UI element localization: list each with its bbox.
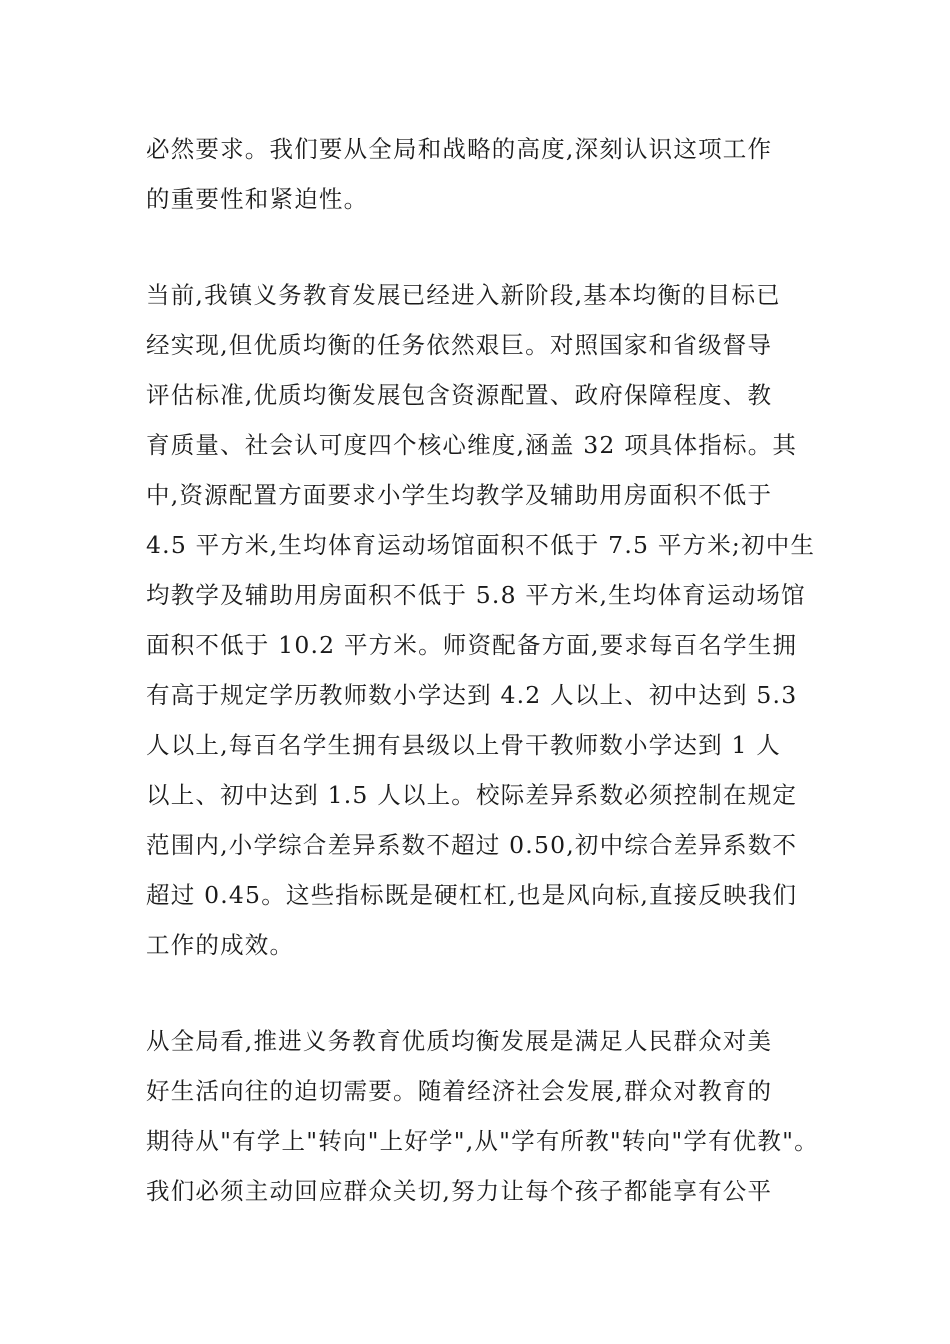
text-line: 育质量、社会认可度四个核心维度,涵盖 32 项具体指标。其 <box>146 431 798 459</box>
text-line: 必然要求。我们要从全局和战略的高度,深刻认识这项工作 <box>146 135 773 163</box>
document-body <box>146 124 819 1216</box>
text-line: 以上、初中达到 1.5 人以上。校际差异系数必须控制在规定 <box>146 781 798 809</box>
text-line: 工作的成效。 <box>146 931 295 959</box>
text-line: 好生活向往的迫切需要。随着经济社会发展,群众对教育的 <box>146 1077 773 1105</box>
text-line: 中,资源配置方面要求小学生均教学及辅助用房面积不低于 <box>146 481 773 509</box>
text-line: 当前,我镇义务教育发展已经进入新阶段,基本均衡的目标已 <box>146 281 781 309</box>
text-line: 4.5 平方米,生均体育运动场馆面积不低于 7.5 平方米;初中生 <box>146 531 816 559</box>
text-line: 有高于规定学历教师数小学达到 4.2 人以上、初中达到 5.3 <box>146 681 798 709</box>
text-line: 的重要性和紧迫性。 <box>146 185 369 213</box>
paragraph-1 <box>146 124 816 224</box>
text-line: 面积不低于 10.2 平方米。师资配备方面,要求每百名学生拥 <box>146 631 798 659</box>
text-line: 评估标准,优质均衡发展包含资源配置、政府保障程度、教 <box>146 381 773 409</box>
paragraph-3 <box>146 1016 819 1216</box>
text-line: 范围内,小学综合差异系数不超过 0.50,初中综合差异系数不 <box>146 831 798 859</box>
text-line: 期待从"有学上"转向"上好学",从"学有所教"转向"学有优教"。 <box>146 1127 819 1155</box>
text-line: 经实现,但优质均衡的任务依然艰巨。对照国家和省级督导 <box>146 331 773 359</box>
text-line: 我们必须主动回应群众关切,努力让每个孩子都能享有公平 <box>146 1177 773 1205</box>
paragraph-2 <box>146 270 816 970</box>
text-line: 均教学及辅助用房面积不低于 5.8 平方米,生均体育运动场馆 <box>146 581 806 609</box>
text-line: 超过 0.45。这些指标既是硬杠杠,也是风向标,直接反映我们 <box>146 881 798 909</box>
text-line: 人以上,每百名学生拥有县级以上骨干教师数小学达到 1 人 <box>146 731 781 759</box>
text-line: 从全局看,推进义务教育优质均衡发展是满足人民群众对美 <box>146 1027 773 1055</box>
